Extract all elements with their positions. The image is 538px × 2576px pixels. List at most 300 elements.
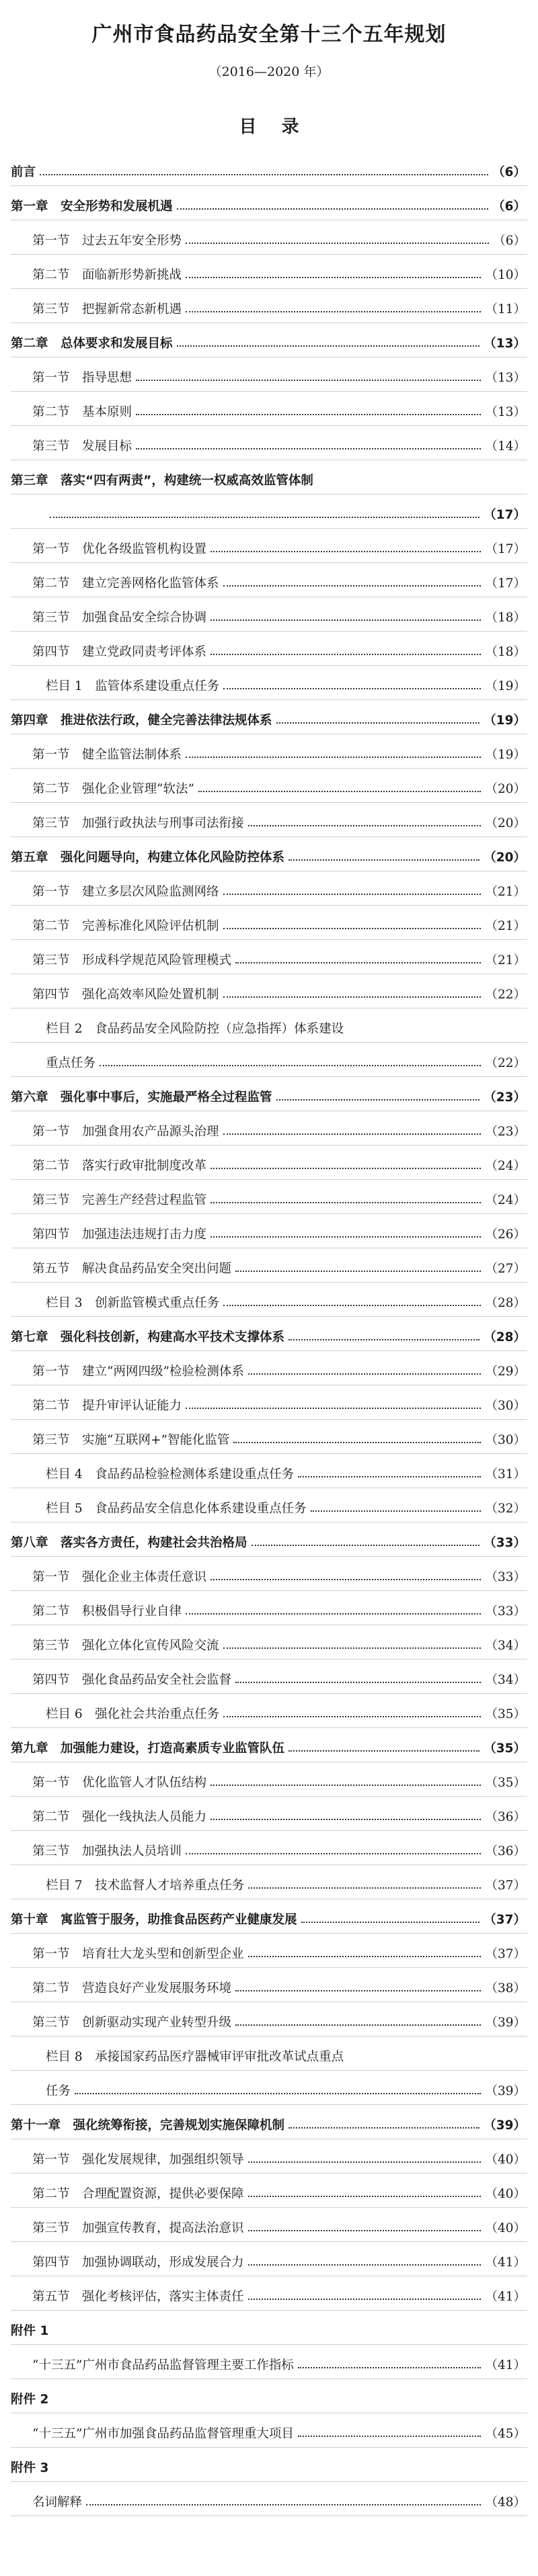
toc-entry-title: 附件 2 bbox=[11, 2393, 49, 2407]
toc-leader-dots bbox=[235, 1271, 481, 1272]
toc-entry-title: 附件 3 bbox=[11, 2461, 49, 2475]
toc-entry-title: 第一节 优化各级监管机构设置 bbox=[32, 542, 207, 556]
toc-entry-title: 栏目 4 食品药品检验检测体系建设重点任务 bbox=[46, 1467, 295, 1482]
toc-entry-section[interactable] bbox=[32, 1801, 526, 1825]
row-separator bbox=[11, 2378, 527, 2379]
toc-entry-title: 第一节 强化发展规律，加强组织领导 bbox=[32, 2153, 244, 2167]
toc-page-number: （24） bbox=[485, 1159, 526, 1173]
toc-entry-section[interactable] bbox=[32, 2280, 526, 2305]
toc-entry-chapter[interactable] bbox=[11, 1321, 526, 1345]
toc-leader-dots bbox=[235, 962, 481, 963]
toc-entry-title: 第三节 加强食品安全综合协调 bbox=[32, 611, 207, 625]
toc-entry-title: 第一节 健全监管法制体系 bbox=[32, 748, 182, 762]
toc-page-number: （39） bbox=[484, 2118, 526, 2133]
toc-entry-title: 第十章 寓监管于服务，助推食品医药产业健康发展 bbox=[11, 1913, 297, 1927]
toc-leader-dots bbox=[177, 345, 480, 347]
toc-entry-title: 第二节 强化一线执法人员能力 bbox=[32, 1810, 207, 1824]
toc-entry-title: 栏目 5 食品药品安全信息化体系建设重点任务 bbox=[46, 1502, 307, 1516]
toc-entry-section[interactable] bbox=[32, 773, 526, 797]
row-separator bbox=[11, 802, 527, 803]
toc-page-number: （17） bbox=[485, 576, 526, 591]
toc-page-number: （40） bbox=[485, 2153, 526, 2167]
toc-page-number: （17） bbox=[485, 542, 526, 556]
toc-entry-title: 第一节 建立“两网四级”检验检测体系 bbox=[32, 1365, 244, 1379]
toc-leader-dots bbox=[210, 654, 481, 655]
toc-page-number: （34） bbox=[485, 1639, 526, 1653]
toc-leader-dots bbox=[186, 1853, 481, 1854]
toc-page-number: （13） bbox=[485, 405, 526, 419]
toc-entry-chapter[interactable] bbox=[11, 464, 526, 488]
toc-entry-title: 重点任务 bbox=[46, 1056, 96, 1070]
toc-leader-dots bbox=[289, 859, 479, 861]
toc-page-number: （39） bbox=[485, 2016, 526, 2030]
row-separator bbox=[11, 254, 527, 255]
row-separator bbox=[11, 391, 527, 392]
toc-page-number: （28） bbox=[485, 1296, 526, 1310]
toc-entry-title: 第三节 创新驱动实现产业转型升级 bbox=[32, 2016, 232, 2030]
toc-entry-box[interactable] bbox=[46, 1287, 526, 1311]
toc-entry-title: 第三章 落实“四有两责”，构建统一权威高效监管体制 bbox=[11, 474, 313, 488]
toc-entry-chapter[interactable] bbox=[11, 2315, 526, 2339]
row-separator bbox=[11, 1967, 527, 1968]
toc-entry-section[interactable] bbox=[32, 2212, 526, 2236]
row-separator bbox=[11, 836, 527, 837]
toc-entry-box[interactable] bbox=[46, 1013, 526, 1037]
toc-entry-title: “十三五”广州市加强食品药品监督管理重大项目 bbox=[32, 2427, 294, 2441]
toc-leader-dots bbox=[301, 1922, 480, 1923]
toc-entry-section[interactable] bbox=[32, 2143, 526, 2167]
toc-page-number: （14） bbox=[485, 439, 526, 454]
toc-leader-dots bbox=[186, 311, 481, 312]
toc-entry-title: 栏目 1 监管体系建设重点任务 bbox=[46, 679, 220, 693]
toc-entry-section[interactable] bbox=[32, 910, 526, 934]
toc-heading: 目 录 bbox=[239, 117, 309, 137]
toc-leader-dots bbox=[248, 1887, 481, 1889]
toc-entry-box[interactable] bbox=[46, 2041, 526, 2065]
toc-entry-chapter[interactable] bbox=[46, 499, 526, 523]
row-separator bbox=[11, 1933, 527, 1934]
toc-page-number: （18） bbox=[485, 645, 526, 659]
toc-entry-section[interactable] bbox=[32, 1664, 526, 1688]
toc-entry-chapter[interactable] bbox=[11, 156, 526, 180]
toc-entry-section[interactable] bbox=[32, 944, 526, 968]
toc-entry-section[interactable] bbox=[32, 1595, 526, 1619]
toc-page-number: （40） bbox=[485, 2221, 526, 2235]
toc-entry-chapter[interactable] bbox=[11, 1527, 526, 1551]
toc-leader-dots bbox=[298, 1476, 481, 1477]
toc-entry-title: 附件 1 bbox=[11, 2324, 49, 2338]
toc-page-number: （22） bbox=[485, 988, 526, 1002]
row-separator bbox=[11, 1042, 527, 1043]
toc-entry-section[interactable] bbox=[32, 224, 526, 249]
toc-entry-section[interactable] bbox=[32, 259, 526, 283]
toc-leader-dots bbox=[210, 619, 481, 621]
document-subtitle: （2016—2020 年） bbox=[208, 65, 330, 79]
toc-page-number: （23） bbox=[484, 1090, 526, 1105]
toc-leader-dots bbox=[186, 277, 481, 278]
toc-entry-section[interactable] bbox=[32, 636, 526, 660]
toc-entry-section[interactable] bbox=[32, 1218, 526, 1242]
toc-page-number: （36） bbox=[485, 1810, 526, 1824]
toc-leader-dots bbox=[248, 1956, 482, 1957]
toc-leader-dots bbox=[235, 1682, 481, 1683]
toc-entry-title: 第二章 总体要求和发展目标 bbox=[11, 337, 173, 351]
toc-leader-dots bbox=[223, 585, 482, 587]
toc-page-number: （18） bbox=[485, 611, 526, 625]
toc-entry-section[interactable] bbox=[32, 430, 526, 454]
toc-entry-box[interactable] bbox=[46, 1698, 526, 1722]
row-separator bbox=[11, 1659, 527, 1660]
toc-leader-dots bbox=[210, 1236, 481, 1238]
row-separator bbox=[11, 631, 527, 632]
row-separator bbox=[11, 699, 527, 700]
toc-entry-title: 第二节 基本原则 bbox=[32, 405, 132, 419]
toc-entry-section[interactable] bbox=[32, 1972, 526, 1996]
toc-page-number: （33） bbox=[485, 1604, 526, 1619]
toc-leader-dots bbox=[223, 1133, 482, 1135]
toc-leader-dots bbox=[298, 2367, 482, 2368]
row-separator bbox=[11, 1796, 527, 1797]
toc-page-number: （20） bbox=[484, 851, 526, 865]
toc-entry-section[interactable] bbox=[32, 1424, 526, 1448]
toc-page-number: （37） bbox=[485, 1947, 526, 1961]
toc-entry-title: 前言 bbox=[11, 165, 36, 179]
toc-leader-dots bbox=[186, 1613, 481, 1615]
toc-leader-dots bbox=[210, 1579, 481, 1580]
toc-entry-title: 第三节 实施“互联网+”智能化监管 bbox=[32, 1433, 230, 1447]
row-separator bbox=[11, 1419, 527, 1420]
toc-leader-dots bbox=[75, 2093, 481, 2094]
toc-page-number: （34） bbox=[485, 1673, 526, 1687]
toc-leader-dots bbox=[40, 174, 488, 175]
toc-entry-title: 第四节 加强协调联动，形成发展合力 bbox=[32, 2256, 244, 2270]
toc-leader-dots bbox=[248, 2264, 482, 2266]
toc-leader-dots bbox=[289, 1339, 479, 1340]
toc-leader-dots bbox=[223, 1647, 482, 1649]
toc-entry-title: 第三节 形成科学规范风险管理模式 bbox=[32, 953, 232, 968]
toc-leader-dots bbox=[136, 414, 481, 415]
toc-entry-title: 第三节 强化立体化宣传风险交流 bbox=[32, 1639, 219, 1653]
toc-entry-title: 第二节 积极倡导行业自律 bbox=[32, 1604, 182, 1619]
toc-entry-title: 栏目 2 食品药品安全风险防控（应急指挥）体系建设 bbox=[46, 1022, 344, 1036]
toc-entry-chapter[interactable] bbox=[11, 1081, 526, 1105]
toc-entry-title: 第三节 加强执法人员培训 bbox=[32, 1844, 182, 1858]
toc-entry-section[interactable] bbox=[32, 875, 526, 900]
toc-page-number: （19） bbox=[485, 679, 526, 693]
toc-page-number: （37） bbox=[484, 1913, 526, 1927]
toc-entry-title: 第七章 强化科技创新，构建高水平技术支撑体系 bbox=[11, 1330, 285, 1344]
toc-entry-section[interactable] bbox=[32, 1115, 526, 1140]
row-separator bbox=[11, 1350, 527, 1351]
toc-leader-dots bbox=[210, 1785, 481, 1786]
toc-leader-dots bbox=[136, 448, 481, 449]
row-separator bbox=[11, 2447, 527, 2448]
toc-entry-box[interactable] bbox=[46, 2075, 526, 2099]
toc-entry-section[interactable] bbox=[32, 1389, 526, 1414]
toc-entry-title: 栏目 3 创新监管模式重点任务 bbox=[46, 1296, 220, 1310]
toc-entry-title: “十三五”广州市食品药品监督管理主要工作指标 bbox=[32, 2358, 294, 2372]
toc-leader-dots bbox=[235, 2024, 481, 2026]
toc-page-number: （21） bbox=[485, 953, 526, 968]
toc-entry-section[interactable] bbox=[32, 2006, 526, 2030]
toc-entry-title: 第三节 加强宣传教育，提高法治意识 bbox=[32, 2221, 244, 2235]
row-separator bbox=[11, 1316, 527, 1317]
toc-leader-dots bbox=[177, 208, 489, 210]
toc-entry-section[interactable] bbox=[32, 2417, 526, 2442]
row-separator bbox=[11, 1282, 527, 1283]
toc-entry-title: 第二节 营造良好产业发展服务环境 bbox=[32, 1981, 232, 1995]
row-separator bbox=[11, 2481, 527, 2482]
toc-page-number: （27） bbox=[485, 1262, 526, 1276]
row-separator bbox=[11, 1076, 527, 1077]
toc-entry-title: 第三节 加强行政执法与刑事司法衔接 bbox=[32, 816, 244, 830]
toc-entry-chapter[interactable] bbox=[11, 1903, 526, 1928]
toc-entry-title: 第二节 合理配置资源，提供必要保障 bbox=[32, 2187, 244, 2201]
toc-entry-title: 第一节 加强食用农产品源头治理 bbox=[32, 1125, 219, 1139]
toc-entry-title: 第十一章 强化统筹衔接，完善规划实施保障机制 bbox=[11, 2118, 285, 2133]
toc-leader-dots bbox=[223, 894, 482, 895]
row-separator bbox=[11, 1453, 527, 1454]
toc-page-number: （22） bbox=[485, 1056, 526, 1070]
toc-page-number: （28） bbox=[484, 1330, 526, 1344]
toc-leader-dots bbox=[248, 2196, 482, 2197]
toc-entry-title: 第四节 加强违法违规打击力度 bbox=[32, 1228, 207, 1242]
row-separator bbox=[11, 905, 527, 906]
toc-entry-chapter[interactable] bbox=[11, 2452, 526, 2476]
toc-entry-title: 第三节 把握新常态新机遇 bbox=[32, 302, 182, 316]
row-separator bbox=[11, 2207, 527, 2208]
toc-page-number: （33） bbox=[484, 1536, 526, 1550]
toc-leader-dots bbox=[50, 517, 479, 518]
toc-entry-title: 栏目 6 强化社会共治重点任务 bbox=[46, 1707, 220, 1721]
toc-page-number: （20） bbox=[485, 782, 526, 796]
toc-leader-dots bbox=[298, 2436, 482, 2437]
toc-entry-section[interactable] bbox=[32, 1561, 526, 1585]
toc-page-number: （48） bbox=[485, 2495, 526, 2509]
toc-entry-box[interactable] bbox=[46, 1869, 526, 1893]
toc-entry-section[interactable] bbox=[32, 601, 526, 626]
toc-entry-chapter[interactable] bbox=[11, 190, 526, 214]
toc-entry-title: 第一章 安全形势和发展机遇 bbox=[11, 200, 173, 214]
row-separator bbox=[11, 2173, 527, 2174]
toc-leader-dots bbox=[289, 2127, 479, 2129]
row-separator bbox=[11, 1145, 527, 1146]
row-separator bbox=[11, 185, 527, 186]
toc-entry-title: 第三节 完善生产经营过程监管 bbox=[32, 1193, 207, 1207]
toc-page-number: （21） bbox=[485, 885, 526, 899]
toc-entry-section[interactable] bbox=[32, 1150, 526, 1174]
toc-entry-title: 第六章 强化事中事后，实施最严格全过程监管 bbox=[11, 1090, 272, 1105]
toc-entry-section[interactable] bbox=[32, 293, 526, 317]
row-separator bbox=[11, 2241, 527, 2242]
toc-entry-section[interactable] bbox=[32, 978, 526, 1002]
toc-entry-title: 第四节 建立党政同责考评体系 bbox=[32, 645, 207, 659]
row-separator bbox=[11, 939, 527, 940]
toc-page-number: （41） bbox=[485, 2358, 526, 2372]
toc-entry-section[interactable] bbox=[32, 361, 526, 386]
toc-leader-dots bbox=[276, 1099, 480, 1101]
row-separator bbox=[11, 562, 527, 563]
toc-leader-dots bbox=[186, 243, 489, 244]
toc-leader-dots bbox=[198, 791, 482, 792]
toc-entry-chapter[interactable] bbox=[11, 327, 526, 351]
toc-leader-dots bbox=[311, 1510, 482, 1512]
toc-entry-section[interactable] bbox=[32, 1355, 526, 1379]
toc-page-number: （19） bbox=[484, 714, 526, 728]
toc-leader-dots bbox=[252, 1545, 480, 1546]
row-separator bbox=[11, 1693, 527, 1694]
row-separator bbox=[11, 1864, 527, 1865]
toc-entry-section[interactable] bbox=[32, 2246, 526, 2270]
toc-entry-chapter[interactable] bbox=[11, 704, 526, 728]
toc-page-number: （29） bbox=[485, 1365, 526, 1379]
toc-leader-dots bbox=[186, 1408, 481, 1409]
row-separator bbox=[11, 2310, 527, 2311]
toc-entry-section[interactable] bbox=[32, 738, 526, 763]
row-separator bbox=[11, 1213, 527, 1214]
row-separator bbox=[11, 288, 527, 289]
toc-entry-title: 第二节 落实行政审批制度改革 bbox=[32, 1159, 207, 1173]
toc-entry-section[interactable] bbox=[32, 1835, 526, 1859]
toc-page-number: （19） bbox=[485, 748, 526, 762]
toc-entry-box[interactable] bbox=[46, 670, 526, 694]
toc-page-number: （20） bbox=[485, 816, 526, 830]
toc-leader-dots bbox=[223, 928, 482, 929]
toc-entry-box[interactable] bbox=[46, 1047, 526, 1071]
toc-entry-chapter[interactable] bbox=[11, 841, 526, 865]
toc-entry-title: 栏目 8 承接国家药品医疗器械审评审批改革试点重点 bbox=[46, 2050, 344, 2064]
toc-leader-dots bbox=[248, 2161, 482, 2163]
row-separator bbox=[11, 1727, 527, 1728]
toc-leader-dots bbox=[210, 1202, 481, 1203]
toc-entry-title: 第二节 提升审评认证能力 bbox=[32, 1399, 182, 1413]
toc-page-number: （31） bbox=[485, 1467, 526, 1482]
toc-leader-dots bbox=[223, 1305, 481, 1306]
row-separator bbox=[11, 1179, 527, 1180]
toc-entry-title: 第一节 培育壮大龙头型和创新型企业 bbox=[32, 1947, 244, 1961]
toc-entry-title: 第一节 建立多层次风险监测网络 bbox=[32, 885, 219, 899]
toc-page-number: （45） bbox=[485, 2427, 526, 2441]
toc-entry-section[interactable] bbox=[32, 2349, 526, 2373]
toc-entry-title: 第一节 指导思想 bbox=[32, 371, 132, 385]
toc-entry-section[interactable] bbox=[32, 1766, 526, 1791]
toc-leader-dots bbox=[248, 825, 482, 826]
toc-leader-dots bbox=[210, 551, 481, 552]
toc-entry-section[interactable] bbox=[32, 1252, 526, 1277]
toc-entry-title: 任务 bbox=[46, 2084, 71, 2098]
toc-page-number: （39） bbox=[485, 2084, 526, 2098]
toc-page-number: （37） bbox=[485, 1879, 526, 1893]
toc-leader-dots bbox=[223, 688, 481, 689]
toc-entry-box[interactable] bbox=[46, 1458, 526, 1482]
row-separator bbox=[11, 2104, 527, 2105]
toc-entry-title: 第九章 加强能力建设，打造高素质专业监管队伍 bbox=[11, 1742, 285, 1756]
toc-leader-dots bbox=[136, 380, 481, 381]
toc-leader-dots bbox=[100, 1065, 481, 1066]
toc-leader-dots bbox=[248, 2230, 482, 2231]
toc-entry-section[interactable] bbox=[32, 1629, 526, 1654]
row-separator bbox=[11, 2070, 527, 2071]
toc-entry-title: 第二节 建立完善网格化监管体系 bbox=[32, 576, 219, 591]
toc-entry-section[interactable] bbox=[32, 1184, 526, 1208]
toc-entry-title: 第三节 发展目标 bbox=[32, 439, 132, 454]
toc-entry-title: 第一节 过去五年安全形势 bbox=[32, 234, 182, 248]
toc-leader-dots bbox=[235, 1990, 481, 1991]
toc-entry-title: 栏目 7 技术监督人才培养重点任务 bbox=[46, 1879, 245, 1893]
toc-entry-title: 第二节 强化企业管理“软法” bbox=[32, 782, 194, 796]
row-separator bbox=[11, 665, 527, 666]
toc-entry-title: 第五章 强化问题导向，构建立体化风险防控体系 bbox=[11, 851, 285, 865]
toc-page-number: （32） bbox=[485, 1502, 526, 1516]
toc-page-number: （30） bbox=[485, 1399, 526, 1413]
toc-entry-section[interactable] bbox=[32, 1938, 526, 1962]
toc-page-number: （41） bbox=[485, 2256, 526, 2270]
toc-entry-chapter[interactable] bbox=[11, 1732, 526, 1756]
toc-page-number: （13） bbox=[484, 337, 526, 351]
toc-leader-dots bbox=[248, 2299, 482, 2300]
toc-page-number: （35） bbox=[485, 1776, 526, 1790]
toc-page-number: （35） bbox=[484, 1742, 526, 1756]
toc-leader-dots bbox=[223, 1716, 481, 1717]
toc-page-number: （41） bbox=[485, 2290, 526, 2304]
toc-entry-title: 第五节 解决食品药品安全突出问题 bbox=[32, 1262, 232, 1276]
toc-page-number: （23） bbox=[485, 1125, 526, 1139]
toc-page-number: （17） bbox=[484, 508, 526, 522]
toc-entry-title: 第二节 完善标准化风险评估机制 bbox=[32, 919, 219, 933]
toc-entry-section[interactable] bbox=[32, 2486, 526, 2510]
toc-leader-dots bbox=[223, 996, 482, 998]
toc-entry-title: 第四章 推进依法行政，健全完善法律法规体系 bbox=[11, 714, 272, 728]
toc-entry-section[interactable] bbox=[32, 533, 526, 557]
toc-entry-chapter[interactable] bbox=[11, 2383, 526, 2407]
toc-entry-box[interactable] bbox=[46, 1492, 526, 1516]
toc-leader-dots bbox=[276, 722, 480, 724]
toc-page-number: （10） bbox=[485, 268, 526, 282]
toc-page-number: （21） bbox=[485, 919, 526, 933]
toc-leader-dots bbox=[289, 1750, 479, 1752]
toc-entry-chapter[interactable] bbox=[11, 2109, 526, 2133]
toc-page-number: （40） bbox=[485, 2187, 526, 2201]
toc-page-number: （6） bbox=[493, 234, 526, 248]
toc-entry-title: 第四节 强化高效率风险处置机制 bbox=[32, 988, 219, 1002]
toc-entry-title: 第一节 优化监管人才队伍结构 bbox=[32, 1776, 207, 1790]
toc-entry-section[interactable] bbox=[32, 396, 526, 420]
toc-entry-title: 名词解释 bbox=[32, 2495, 83, 2509]
toc-entry-section[interactable] bbox=[32, 2178, 526, 2202]
toc-entry-title: 第一节 强化企业主体责任意识 bbox=[32, 1570, 207, 1584]
row-separator bbox=[11, 494, 527, 495]
toc-entry-title: 第四节 强化食品药品安全社会监督 bbox=[32, 1673, 232, 1687]
toc-entry-section[interactable] bbox=[32, 567, 526, 591]
toc-leader-dots bbox=[210, 1168, 481, 1169]
toc-leader-dots bbox=[86, 2504, 481, 2505]
toc-entry-title: 第五节 强化考核评估，落实主体责任 bbox=[32, 2290, 244, 2304]
toc-page-number: （36） bbox=[485, 1844, 526, 1858]
toc-page-number: （13） bbox=[485, 371, 526, 385]
toc-page-number: （33） bbox=[485, 1570, 526, 1584]
toc-entry-section[interactable] bbox=[32, 807, 526, 831]
row-separator bbox=[11, 1590, 527, 1591]
row-separator bbox=[11, 528, 527, 529]
toc-page-number: （6） bbox=[492, 200, 526, 214]
toc-leader-dots bbox=[233, 1442, 481, 1443]
toc-entry-title: 第二节 面临新形势新挑战 bbox=[32, 268, 182, 282]
document-title: 广州市食品药品安全第十三个五年规划 bbox=[91, 23, 447, 46]
toc-entry-title: 第八章 落实各方责任，构建社会共治格局 bbox=[11, 1536, 247, 1550]
row-separator bbox=[11, 2344, 527, 2345]
toc-leader-dots bbox=[186, 757, 481, 758]
toc-leader-dots bbox=[210, 1819, 481, 1820]
